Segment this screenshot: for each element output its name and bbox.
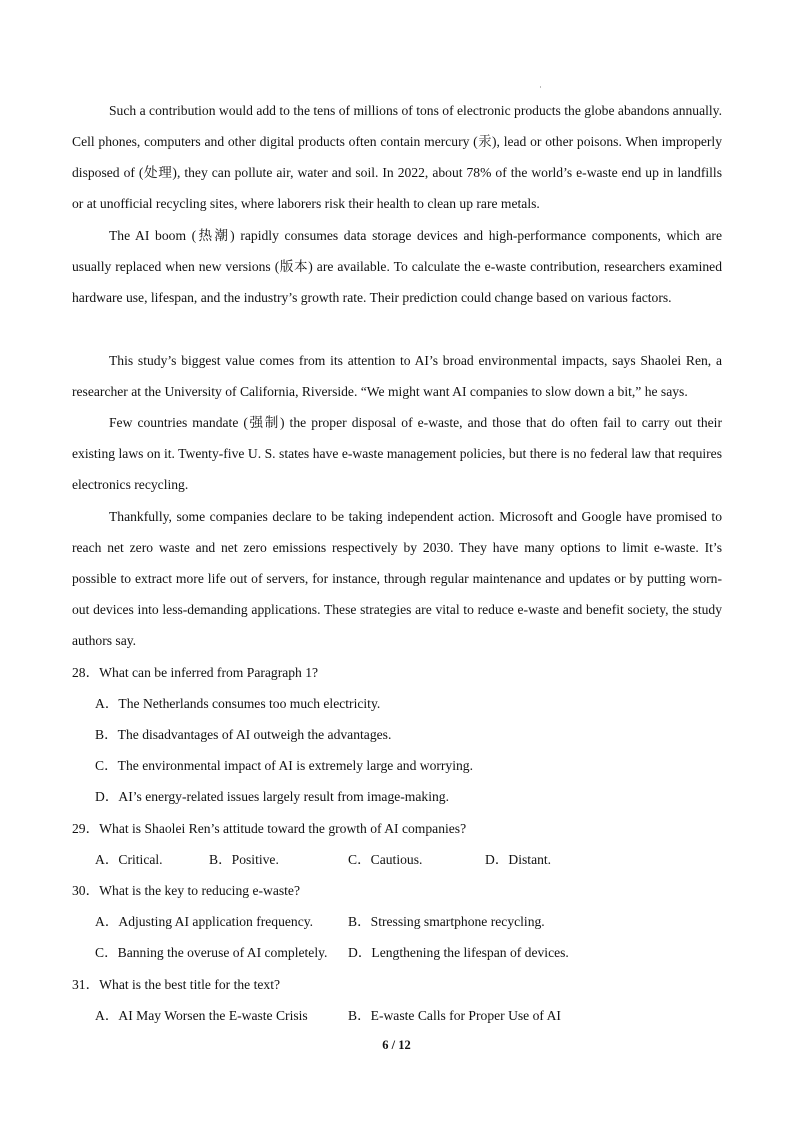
question-29-option-d[interactable]: D．Distant. xyxy=(485,852,552,867)
question-28-stem: 28．What can be inferred from Paragraph 1? xyxy=(72,665,319,680)
question-31-option-a[interactable]: A．AI May Worsen the E-waste Crisis xyxy=(95,1008,308,1023)
passage-paragraph-2: The AI boom (热潮) rapidly consumes data storage devices and high-performance components, which are usually replaced when new versions (版本) are available. To calculate the e-waste contribution, researchers examined hardware use, lifespan, and the industry’s growth rate. Their prediction could change based on various factors. xyxy=(72,228,722,305)
question-28-option-c[interactable]: C．The environmental impact of AI is extremely large and worrying. xyxy=(95,758,474,773)
question-29-stem: 29．What is Shaolei Ren’s attitude toward the growth of AI companies? xyxy=(72,821,467,836)
question-29-option-a[interactable]: A．Critical. xyxy=(95,852,163,867)
question-30-option-d[interactable]: D．Lengthening the lifespan of devices. xyxy=(348,945,569,960)
question-28-option-b[interactable]: B．The disadvantages of AI outweigh the advantages. xyxy=(95,727,392,742)
passage-paragraph-1: Such a contribution would add to the tens of millions of tons of electronic products the globe abandons annually. Cell phones, computers and other digital products often contain mercury (汞), lead or other poisons. When improperly disposed of (处理), they can pollute air, water and soil. In 2022, about 78% of the world’s e-waste end up in landfills or at unofficial recycling sites, where laborers risk their health to clean up rare metals. xyxy=(72,103,722,211)
scan-speck xyxy=(540,86,541,88)
question-30-option-a[interactable]: A．Adjusting AI application frequency. xyxy=(95,914,314,929)
question-29-option-c[interactable]: C．Cautious. xyxy=(348,852,423,867)
question-30-option-b[interactable]: B．Stressing smartphone recycling. xyxy=(348,914,545,929)
question-31-option-b[interactable]: B．E-waste Calls for Proper Use of AI xyxy=(348,1008,561,1023)
question-31-stem: 31．What is the best title for the text? xyxy=(72,977,281,992)
page-number: 6 / 12 xyxy=(382,1038,411,1052)
question-28-option-a[interactable]: A．The Netherlands consumes too much electricity. xyxy=(95,696,381,711)
passage-paragraph-4: Few countries mandate (强制) the proper disposal of e-waste, and those that do often fail to carry out their existing laws on it. Twenty-five U. S. states have e-waste management policies, but there is no federal law that requires electronics recycling. xyxy=(72,415,722,492)
question-30-option-c[interactable]: C．Banning the overuse of AI completely. xyxy=(95,945,328,960)
question-29-option-b[interactable]: B．Positive. xyxy=(209,852,279,867)
passage-paragraph-3: This study’s biggest value comes from its attention to AI’s broad environmental impacts, says Shaolei Ren, a researcher at the University of California, Riverside. “We might want AI companies to slow down a bit,” he says. xyxy=(72,353,722,399)
passage-paragraph-5: Thankfully, some companies declare to be taking independent action. Microsoft and Google have promised to reach net zero waste and net zero emissions respectively by 2030. They have many options to limit e-waste. It’s possible to extract more life out of servers, for instance, through regular maintenance and updates or by putting worn-out devices into less-demanding applications. These strategies are vital to reduce e-waste and benefit society, the study authors say. xyxy=(72,509,722,648)
question-28-option-d[interactable]: D．AI’s energy-related issues largely result from image-making. xyxy=(95,789,449,804)
question-30-stem: 30．What is the key to reducing e-waste? xyxy=(72,883,300,898)
